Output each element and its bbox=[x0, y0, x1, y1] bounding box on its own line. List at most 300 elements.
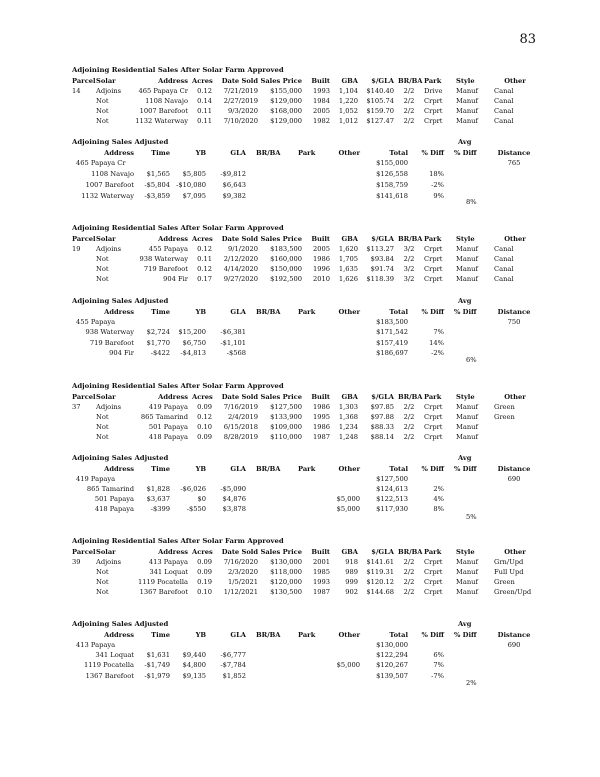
table-cell: 1108 Navajo bbox=[145, 97, 188, 105]
table-cell: Not bbox=[96, 97, 109, 105]
table-cell: Manuf bbox=[456, 413, 478, 421]
column-header: Sales Price bbox=[260, 235, 302, 243]
table-cell: 4% bbox=[433, 495, 444, 503]
column-header: Date Sold bbox=[221, 393, 258, 401]
column-header: Park bbox=[298, 631, 316, 639]
table-cell: $124,613 bbox=[376, 485, 408, 493]
table-cell: 7% bbox=[433, 661, 444, 669]
table-cell: $2,724 bbox=[146, 328, 170, 336]
column-header: Built bbox=[311, 393, 330, 401]
column-header: GLA bbox=[230, 465, 246, 473]
column-header: Sales Price bbox=[260, 393, 302, 401]
table-cell: Canal bbox=[494, 107, 514, 115]
table-cell: $109,000 bbox=[270, 423, 302, 431]
table-cell: $139,507 bbox=[376, 672, 408, 680]
table-cell: 2% bbox=[433, 485, 444, 493]
table-cell: -$6,026 bbox=[180, 485, 206, 493]
table-cell: $88.14 bbox=[370, 433, 394, 441]
adjusted-table-row bbox=[0, 158, 600, 168]
table-cell: 2/3/2020 bbox=[227, 568, 258, 576]
column-header: % Diff bbox=[454, 631, 477, 639]
column-header: Parcel bbox=[72, 393, 96, 401]
table-cell: -$7,784 bbox=[220, 661, 246, 669]
table-cell: 465 Papaya Cr bbox=[138, 87, 188, 95]
table-cell: 1995 bbox=[312, 413, 330, 421]
table-cell: 7% bbox=[433, 328, 444, 336]
table-cell: $7,095 bbox=[182, 192, 206, 200]
adjusted-table-row bbox=[0, 474, 600, 484]
table-cell: Crprt bbox=[424, 558, 443, 566]
table-cell: $3,878 bbox=[222, 505, 246, 513]
table-cell: $120.12 bbox=[366, 578, 394, 586]
table-cell: Grn/Upd bbox=[494, 558, 524, 566]
table-cell: 14% bbox=[429, 339, 444, 347]
table-cell: 6% bbox=[433, 651, 444, 659]
table-cell: $9,382 bbox=[222, 192, 246, 200]
column-header: YB bbox=[195, 149, 206, 157]
sales-table-row bbox=[0, 402, 600, 412]
table-cell: $6,643 bbox=[222, 181, 246, 189]
table-cell: 1108 Navajo bbox=[91, 170, 134, 178]
table-cell: $159.70 bbox=[366, 107, 394, 115]
table-cell: $1,770 bbox=[146, 339, 170, 347]
table-cell: 8% bbox=[433, 505, 444, 513]
adjusted-table-row bbox=[0, 504, 600, 514]
table-cell: 19 bbox=[72, 245, 81, 253]
column-header: Solar bbox=[96, 235, 116, 243]
table-cell: 1993 bbox=[312, 87, 330, 95]
table-cell: 1/12/2021 bbox=[223, 588, 258, 596]
adjusted-table-title: Adjoining Sales Adjusted bbox=[72, 454, 169, 462]
table-cell: 2/2 bbox=[403, 87, 415, 95]
table-cell: 0.12 bbox=[197, 245, 212, 253]
table-cell: 690 bbox=[507, 641, 521, 649]
table-cell: -$4,813 bbox=[180, 349, 206, 357]
column-header: Sales Price bbox=[260, 548, 302, 556]
column-header: % Diff bbox=[454, 465, 477, 473]
column-header: $/GLA bbox=[371, 548, 394, 556]
table-cell: 0.11 bbox=[197, 117, 212, 125]
column-header: Other bbox=[338, 308, 360, 316]
table-cell: 8/28/2019 bbox=[223, 433, 258, 441]
table-cell: 1,220 bbox=[338, 97, 358, 105]
table-cell: Manuf bbox=[456, 117, 478, 125]
table-cell: 1,705 bbox=[338, 255, 358, 263]
column-header: Acres bbox=[192, 393, 213, 401]
table-cell: $130,000 bbox=[270, 558, 302, 566]
table-cell: 1119 Pocatella bbox=[83, 661, 134, 669]
table-cell: 501 Papaya bbox=[94, 495, 134, 503]
sales-table-row bbox=[0, 422, 600, 432]
column-header: % Diff bbox=[421, 149, 444, 157]
table-cell: 690 bbox=[507, 475, 521, 483]
table-cell: -$422 bbox=[150, 349, 170, 357]
table-cell: 1367 Barefoot bbox=[139, 588, 188, 596]
table-cell: 9/3/2020 bbox=[227, 107, 258, 115]
table-cell: $1,631 bbox=[146, 651, 170, 659]
table-cell: 1,626 bbox=[338, 275, 358, 283]
table-cell: 0.14 bbox=[197, 97, 212, 105]
column-header: Total bbox=[389, 308, 408, 316]
table-cell: 3/2 bbox=[403, 245, 415, 253]
table-cell: $105.74 bbox=[366, 97, 394, 105]
table-cell: 0.19 bbox=[197, 578, 212, 586]
table-cell: $192,500 bbox=[270, 275, 302, 283]
table-cell: 6/15/2018 bbox=[223, 423, 258, 431]
table-cell: $168,000 bbox=[270, 107, 302, 115]
table-cell: $140.40 bbox=[366, 87, 394, 95]
table-cell: 1,635 bbox=[338, 265, 358, 273]
column-header: BR/BA bbox=[398, 235, 423, 243]
sales-table-header bbox=[0, 392, 600, 402]
column-header: Park bbox=[298, 308, 316, 316]
column-header: BR/BA bbox=[256, 631, 281, 639]
table-cell: $113.27 bbox=[366, 245, 394, 253]
adjusted-table-row bbox=[0, 660, 600, 670]
adjusted-table-title: Adjoining Sales Adjusted bbox=[72, 138, 169, 146]
column-header: BR/BA bbox=[398, 548, 423, 556]
table-cell: Manuf bbox=[456, 255, 478, 263]
column-header: Total bbox=[389, 631, 408, 639]
column-header: BR/BA bbox=[398, 77, 423, 85]
column-header: Address bbox=[158, 235, 188, 243]
table-cell: Canal bbox=[494, 117, 514, 125]
table-cell: $183,500 bbox=[376, 318, 408, 326]
avg-label: Avg bbox=[458, 454, 472, 462]
table-cell: 419 Papaya bbox=[148, 403, 188, 411]
column-header: Date Sold bbox=[221, 77, 258, 85]
table-cell: $141.61 bbox=[366, 558, 394, 566]
table-cell: $117,930 bbox=[376, 505, 408, 513]
table-cell: 9/1/2020 bbox=[227, 245, 258, 253]
table-cell: 1987 bbox=[312, 433, 330, 441]
column-header: BR/BA bbox=[398, 393, 423, 401]
table-cell: -$568 bbox=[226, 349, 246, 357]
column-header: GLA bbox=[230, 149, 246, 157]
table-cell: 39 bbox=[72, 558, 81, 566]
column-header: GBA bbox=[341, 548, 358, 556]
table-cell: Canal bbox=[494, 97, 514, 105]
table-cell: -7% bbox=[431, 672, 444, 680]
table-cell: Green/Upd bbox=[494, 588, 532, 596]
column-header: Time bbox=[151, 631, 170, 639]
column-header: GLA bbox=[230, 308, 246, 316]
table-cell: 2/2 bbox=[403, 423, 415, 431]
column-header: $/GLA bbox=[371, 77, 394, 85]
table-cell: 902 bbox=[345, 588, 358, 596]
table-cell: $118.39 bbox=[366, 275, 394, 283]
table-cell: 989 bbox=[345, 568, 358, 576]
adjusted-table-row bbox=[0, 338, 600, 348]
column-header: Parcel bbox=[72, 548, 96, 556]
table-cell: $150,000 bbox=[270, 265, 302, 273]
avg-label: Avg bbox=[458, 297, 472, 305]
table-cell: 1,012 bbox=[338, 117, 358, 125]
table-cell: 2/2 bbox=[403, 588, 415, 596]
table-cell: $93.84 bbox=[370, 255, 394, 263]
table-cell: 904 Fir bbox=[163, 275, 188, 283]
table-cell: 765 bbox=[507, 159, 521, 167]
sales-table-row bbox=[0, 264, 600, 274]
table-cell: 455 Papaya bbox=[148, 245, 188, 253]
column-header: Parcel bbox=[72, 235, 96, 243]
table-cell: -$5,804 bbox=[144, 181, 170, 189]
sales-table-row bbox=[0, 96, 600, 106]
table-cell: Crprt bbox=[424, 578, 443, 586]
table-cell: 0.11 bbox=[197, 107, 212, 115]
table-cell: $5,000 bbox=[336, 661, 360, 669]
table-cell: 0.09 bbox=[197, 433, 212, 441]
table-cell: Not bbox=[96, 265, 109, 273]
adjusted-table-title: Adjoining Sales Adjusted bbox=[72, 297, 169, 305]
table-cell: 1985 bbox=[312, 568, 330, 576]
column-header: $/GLA bbox=[371, 393, 394, 401]
avg-percent-diff: 5% bbox=[466, 513, 477, 521]
sales-table-row bbox=[0, 587, 600, 597]
adjusted-table-row bbox=[0, 484, 600, 494]
table-cell: 1,303 bbox=[338, 403, 358, 411]
table-cell: 1007 Barefoot bbox=[139, 107, 188, 115]
column-header: Acres bbox=[192, 77, 213, 85]
table-cell: 1367 Barefoot bbox=[85, 672, 134, 680]
table-cell: Green bbox=[494, 413, 515, 421]
adjusted-table-row bbox=[0, 180, 600, 190]
table-cell: Manuf bbox=[456, 245, 478, 253]
table-cell: $158,759 bbox=[376, 181, 408, 189]
table-cell: $183,500 bbox=[270, 245, 302, 253]
column-header: % Diff bbox=[421, 465, 444, 473]
column-header: Address bbox=[104, 149, 134, 157]
table-cell: $130,500 bbox=[270, 588, 302, 596]
table-cell: 418 Papaya bbox=[148, 433, 188, 441]
table-cell: 865 Tamarind bbox=[86, 485, 134, 493]
column-header: Address bbox=[158, 77, 188, 85]
table-cell: 7/21/2019 bbox=[223, 87, 258, 95]
adjusted-table-row bbox=[0, 494, 600, 504]
table-cell: -$550 bbox=[186, 505, 206, 513]
table-cell: Manuf bbox=[456, 275, 478, 283]
adjusted-table-header bbox=[0, 464, 600, 474]
table-cell: 1119 Pocatella bbox=[137, 578, 188, 586]
table-cell: Adjoins bbox=[96, 87, 122, 95]
avg-percent-diff: 8% bbox=[466, 198, 477, 206]
column-header: % Diff bbox=[421, 308, 444, 316]
table-cell: $186,697 bbox=[376, 349, 408, 357]
adjusted-table-row bbox=[0, 169, 600, 179]
table-cell: 455 Papaya bbox=[76, 318, 116, 326]
table-cell: $171,542 bbox=[376, 328, 408, 336]
column-header: YB bbox=[195, 308, 206, 316]
table-cell: $9,135 bbox=[182, 672, 206, 680]
table-cell: Crprt bbox=[424, 568, 443, 576]
table-cell: Full Upd bbox=[494, 568, 524, 576]
column-header: BR/BA bbox=[256, 149, 281, 157]
table-cell: 719 Barefoot bbox=[143, 265, 188, 273]
sales-table-row bbox=[0, 567, 600, 577]
column-header: GBA bbox=[341, 77, 358, 85]
table-cell: 7/16/2019 bbox=[223, 403, 258, 411]
table-cell: $157,419 bbox=[376, 339, 408, 347]
table-cell: 18% bbox=[429, 170, 444, 178]
column-header: Park bbox=[424, 393, 442, 401]
table-cell: 1/5/2021 bbox=[227, 578, 258, 586]
sales-table-title: Adjoining Residential Sales After Solar Farm Approved bbox=[72, 224, 284, 232]
table-cell: 2005 bbox=[312, 245, 330, 253]
sales-table-title: Adjoining Residential Sales After Solar Farm Approved bbox=[72, 537, 284, 545]
table-cell: Canal bbox=[494, 255, 514, 263]
table-cell: $0 bbox=[197, 495, 206, 503]
sales-table-header bbox=[0, 76, 600, 86]
table-cell: -$1,749 bbox=[144, 661, 170, 669]
table-cell: 999 bbox=[345, 578, 358, 586]
column-header: Style bbox=[456, 77, 475, 85]
table-cell: $9,440 bbox=[182, 651, 206, 659]
table-cell: $120,000 bbox=[270, 578, 302, 586]
table-cell: Manuf bbox=[456, 423, 478, 431]
table-cell: Not bbox=[96, 275, 109, 283]
sales-table-row bbox=[0, 274, 600, 284]
column-header: Other bbox=[504, 77, 526, 85]
table-cell: 1,368 bbox=[338, 413, 358, 421]
table-cell: -$1,101 bbox=[220, 339, 246, 347]
column-header: % Diff bbox=[454, 308, 477, 316]
sales-table-row bbox=[0, 557, 600, 567]
table-cell: $118,000 bbox=[270, 568, 302, 576]
column-header: Built bbox=[311, 77, 330, 85]
table-cell: 1986 bbox=[312, 255, 330, 263]
table-cell: 904 Fir bbox=[109, 349, 134, 357]
table-cell: $122,294 bbox=[376, 651, 408, 659]
table-cell: Crprt bbox=[424, 255, 443, 263]
table-cell: 1132 Waterway bbox=[81, 192, 134, 200]
table-cell: Not bbox=[96, 413, 109, 421]
table-cell: 918 bbox=[345, 558, 358, 566]
column-header: Other bbox=[504, 548, 526, 556]
table-cell: 1007 Barefoot bbox=[85, 181, 134, 189]
table-cell: $130,000 bbox=[376, 641, 408, 649]
column-header: Address bbox=[104, 631, 134, 639]
table-cell: 2001 bbox=[312, 558, 330, 566]
table-cell: Not bbox=[96, 423, 109, 431]
column-header: Park bbox=[424, 548, 442, 556]
table-cell: 1996 bbox=[312, 265, 330, 273]
table-cell: Crprt bbox=[424, 117, 443, 125]
table-cell: $129,000 bbox=[270, 97, 302, 105]
table-cell: 341 Loquat bbox=[95, 651, 134, 659]
table-cell: 3/2 bbox=[403, 265, 415, 273]
column-header: GLA bbox=[230, 631, 246, 639]
table-cell: 0.12 bbox=[197, 265, 212, 273]
page-number: 83 bbox=[519, 32, 536, 47]
column-header: Solar bbox=[96, 548, 116, 556]
table-cell: -$1,979 bbox=[144, 672, 170, 680]
table-cell: Manuf bbox=[456, 578, 478, 586]
table-cell: Manuf bbox=[456, 433, 478, 441]
table-cell: 1,052 bbox=[338, 107, 358, 115]
table-cell: $126,558 bbox=[376, 170, 408, 178]
table-cell: Manuf bbox=[456, 97, 478, 105]
table-cell: 0.09 bbox=[197, 568, 212, 576]
table-cell: $5,000 bbox=[336, 505, 360, 513]
column-header: Acres bbox=[192, 235, 213, 243]
table-cell: $1,852 bbox=[222, 672, 246, 680]
table-cell: 2/2 bbox=[403, 558, 415, 566]
table-cell: 7/10/2020 bbox=[223, 117, 258, 125]
table-cell: 419 Papaya bbox=[76, 475, 116, 483]
table-cell: 418 Papaya bbox=[94, 505, 134, 513]
adjusted-table-row bbox=[0, 191, 600, 201]
avg-percent-diff: 6% bbox=[466, 356, 477, 364]
table-cell: 501 Papaya bbox=[148, 423, 188, 431]
column-header: GBA bbox=[341, 235, 358, 243]
table-cell: -$5,090 bbox=[220, 485, 246, 493]
table-cell: 413 Papaya bbox=[148, 558, 188, 566]
column-header: % Diff bbox=[454, 149, 477, 157]
table-cell: 2/2 bbox=[403, 433, 415, 441]
table-cell: Crprt bbox=[424, 588, 443, 596]
table-cell: $15,200 bbox=[178, 328, 206, 336]
table-cell: $5,000 bbox=[336, 495, 360, 503]
column-header: Style bbox=[456, 548, 475, 556]
table-cell: Crprt bbox=[424, 107, 443, 115]
column-header: Distance bbox=[497, 308, 531, 316]
table-cell: 0.12 bbox=[197, 87, 212, 95]
table-cell: $1,565 bbox=[146, 170, 170, 178]
table-cell: 1986 bbox=[312, 423, 330, 431]
column-header: YB bbox=[195, 631, 206, 639]
table-cell: $155,000 bbox=[270, 87, 302, 95]
table-cell: 938 Waterway bbox=[139, 255, 188, 263]
table-cell: Canal bbox=[494, 265, 514, 273]
table-cell: $141,618 bbox=[376, 192, 408, 200]
adjusted-table-title: Adjoining Sales Adjusted bbox=[72, 620, 169, 628]
table-cell: 0.09 bbox=[197, 558, 212, 566]
table-cell: $88.33 bbox=[370, 423, 394, 431]
table-cell: Green bbox=[494, 403, 515, 411]
column-header: Park bbox=[424, 77, 442, 85]
table-cell: $1,828 bbox=[146, 485, 170, 493]
table-cell: 2/2 bbox=[403, 117, 415, 125]
column-header: Acres bbox=[192, 548, 213, 556]
table-cell: $144.68 bbox=[366, 588, 394, 596]
table-cell: Crprt bbox=[424, 245, 443, 253]
column-header: Other bbox=[504, 393, 526, 401]
table-cell: Crprt bbox=[424, 433, 443, 441]
adjusted-table-row bbox=[0, 348, 600, 358]
table-cell: 0.10 bbox=[197, 588, 212, 596]
table-cell: 2/2 bbox=[403, 413, 415, 421]
table-cell: Manuf bbox=[456, 87, 478, 95]
table-cell: $4,800 bbox=[182, 661, 206, 669]
adjusted-table-header bbox=[0, 630, 600, 640]
table-cell: 719 Barefoot bbox=[89, 339, 134, 347]
table-cell: -2% bbox=[431, 349, 444, 357]
table-cell: 9% bbox=[433, 192, 444, 200]
table-cell: 2/2 bbox=[403, 255, 415, 263]
table-cell: $127.47 bbox=[366, 117, 394, 125]
table-cell: 938 Waterway bbox=[85, 328, 134, 336]
table-cell: Manuf bbox=[456, 588, 478, 596]
column-header: BR/BA bbox=[256, 308, 281, 316]
column-header: Sales Price bbox=[260, 77, 302, 85]
table-cell: $122,513 bbox=[376, 495, 408, 503]
column-header: Other bbox=[338, 631, 360, 639]
table-cell: Crprt bbox=[424, 265, 443, 273]
table-cell: 37 bbox=[72, 403, 81, 411]
table-cell: -$6,381 bbox=[220, 328, 246, 336]
table-cell: 14 bbox=[72, 87, 81, 95]
table-cell: 2/2 bbox=[403, 578, 415, 586]
